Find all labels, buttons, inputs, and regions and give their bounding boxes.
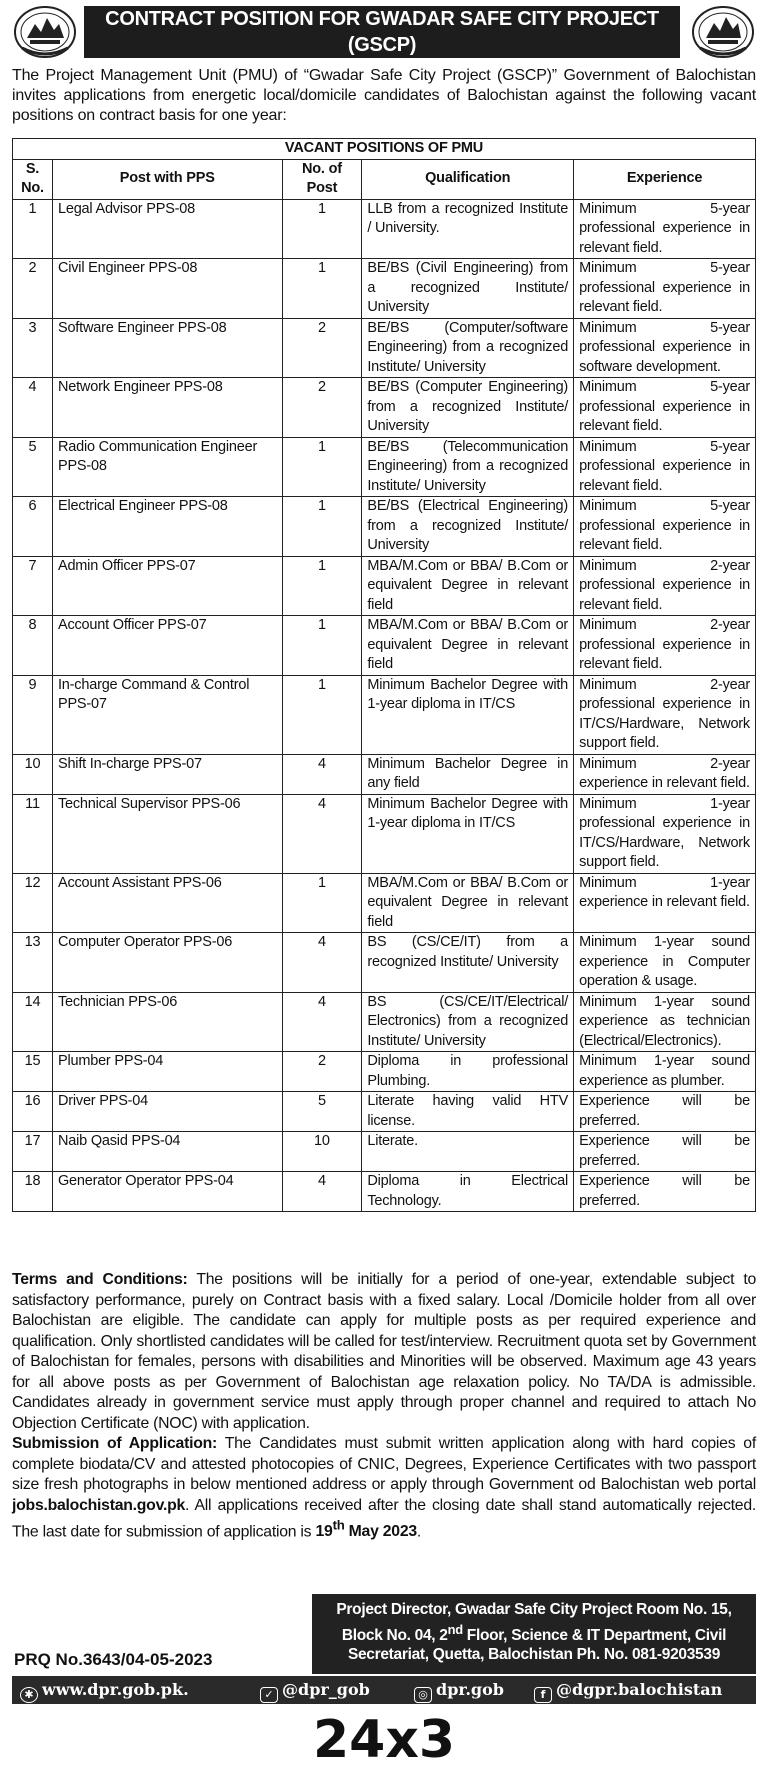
row-sno: 1: [13, 199, 53, 259]
row-qualification: Literate having valid HTV license.: [362, 1092, 574, 1132]
row-num-posts: 1: [282, 556, 362, 616]
row-qualification: Minimum Bachelor Degree in any field: [362, 754, 574, 794]
footer-website[interactable]: [20, 1680, 189, 1703]
row-post: Naib Qasid PPS-04: [52, 1132, 282, 1172]
row-num-posts: 2: [282, 1052, 362, 1092]
last-date: [315, 1518, 417, 1541]
row-post: Network Engineer PPS-08: [52, 378, 282, 438]
row-qualification: BE/BS (Computer Engineering) from a recognized Institute/ University: [362, 378, 574, 438]
instagram-text: dpr.gob: [436, 1680, 504, 1699]
row-num-posts: 4: [282, 1172, 362, 1212]
address-line-3: Secretariat, Quetta, Balochistan Ph. No. 081-9203539: [347, 1646, 721, 1664]
address-box: [312, 1594, 756, 1674]
table-row: [13, 1172, 756, 1212]
last-date-suffix: th: [332, 1518, 345, 1533]
row-num-posts: 1: [282, 199, 362, 259]
intro-paragraph: The Project Management Unit (PMU) of “Gwadar Safe City Project (GSCP)” Government of Balochistan invites applications from energetic local/domicile candidates of Balochistan against the following vacant positions on contract basis for one year:: [12, 67, 756, 124]
row-qualification: MBA/M.Com or BBA/ B.Com or equivalent Degree in relevant field: [362, 873, 574, 933]
row-experience: Minimum 5-year professional experience in relevant field.: [574, 259, 756, 319]
row-sno: 6: [13, 497, 53, 557]
row-num-posts: 1: [282, 675, 362, 754]
table-row: [13, 259, 756, 319]
table-row: [13, 754, 756, 794]
row-qualification: BE/BS (Civil Engineering) from a recognized Institute/ University: [362, 259, 574, 319]
last-date-day: 19: [315, 1523, 333, 1541]
row-num-posts: 2: [282, 378, 362, 438]
table-row: [13, 794, 756, 873]
row-qualification: Literate.: [362, 1132, 574, 1172]
row-post: Driver PPS-04: [52, 1092, 282, 1132]
row-sno: 13: [13, 933, 53, 993]
row-qualification: Diploma in professional Plumbing.: [362, 1052, 574, 1092]
table-row: [13, 1092, 756, 1132]
row-num-posts: 10: [282, 1132, 362, 1172]
table-row: [13, 378, 756, 438]
header-experience: Experience: [574, 159, 756, 199]
submission-text-2: . All applications received after the closing date shall stand automatically rejected. The last date for submission of application is: [12, 1496, 756, 1541]
row-experience: Minimum 5-year professional experience in relevant field.: [574, 378, 756, 438]
row-qualification: BS (CS/CE/IT/Electrical/ Electronics) from a recognized Institute/ University: [362, 992, 574, 1052]
row-sno: 18: [13, 1172, 53, 1212]
row-post: Plumber PPS-04: [52, 1052, 282, 1092]
facebook-text: @dgpr.balochistan: [556, 1680, 723, 1699]
row-sno: 3: [13, 318, 53, 378]
terms-heading: Terms and Conditions:: [12, 1271, 188, 1288]
vacant-positions-table: [12, 138, 756, 1212]
header-qualification: Qualification: [362, 159, 574, 199]
row-sno: 5: [13, 437, 53, 497]
website-text: www.dpr.gob.pk.: [42, 1680, 189, 1699]
row-sno: 7: [13, 556, 53, 616]
row-experience: Minimum 5-year professional experience in relevant field.: [574, 497, 756, 557]
row-sno: 9: [13, 675, 53, 754]
row-post: Account Assistant PPS-06: [52, 873, 282, 933]
row-sno: 8: [13, 616, 53, 676]
row-post: Radio Communication Engineer PPS-08: [52, 437, 282, 497]
row-num-posts: 4: [282, 794, 362, 873]
row-num-posts: 1: [282, 873, 362, 933]
row-sno: 4: [13, 378, 53, 438]
row-sno: 15: [13, 1052, 53, 1092]
header-post: Post with PPS: [52, 159, 282, 199]
table-row: [13, 497, 756, 557]
terms-paragraph: [12, 1270, 756, 1434]
table-row: [13, 992, 756, 1052]
table-row: [13, 616, 756, 676]
table-row: [13, 199, 756, 259]
terms-section: [12, 1270, 756, 1543]
row-experience: Minimum 5-year professional experience in relevant field.: [574, 199, 756, 259]
row-experience: Experience will be preferred.: [574, 1092, 756, 1132]
row-num-posts: 1: [282, 616, 362, 676]
row-experience: Experience will be preferred.: [574, 1172, 756, 1212]
page-title: [84, 6, 680, 58]
submission-text-1: The Candidates must submit written application along with hard copies of complete biodata/CV and attested photocopies of CNIC, Degrees, Experience Certificates with two passport size fresh photographs in below mentioned address or apply through Government od Balochistan web portal: [12, 1435, 756, 1493]
row-post: In-charge Command & Control PPS-07: [52, 675, 282, 754]
address-line-2: [312, 1620, 756, 1646]
row-sno: 17: [13, 1132, 53, 1172]
row-num-posts: 2: [282, 318, 362, 378]
table-caption: VACANT POSITIONS OF PMU: [13, 139, 756, 160]
prq-number: PRQ No.3643/04-05-2023: [14, 1650, 213, 1669]
row-qualification: BE/BS (Telecommunication Engineering) from a recognized Institute/ University: [362, 437, 574, 497]
row-post: Software Engineer PPS-08: [52, 318, 282, 378]
row-experience: Minimum 2-year professional experience in relevant field.: [574, 616, 756, 676]
row-sno: 11: [13, 794, 53, 873]
table-row: [13, 318, 756, 378]
row-post: Technician PPS-06: [52, 992, 282, 1052]
title-line-1: CONTRACT POSITION FOR GWADAR SAFE CITY PROJECT: [105, 8, 659, 30]
instagram-icon: ◎: [414, 1687, 432, 1703]
row-post: Civil Engineer PPS-08: [52, 259, 282, 319]
address-line-2-sup: nd: [447, 1621, 463, 1637]
submission-heading: Submission of Application:: [12, 1435, 218, 1452]
row-sno: 14: [13, 992, 53, 1052]
table-row: [13, 675, 756, 754]
row-num-posts: 5: [282, 1092, 362, 1132]
submission-end: .: [416, 1523, 422, 1541]
footer-facebook[interactable]: [534, 1680, 722, 1703]
row-num-posts: 1: [282, 437, 362, 497]
row-qualification: BE/BS (Electrical Engineering) from a recognized Institute/ University: [362, 497, 574, 557]
row-experience: Minimum 5-year professional experience in software development.: [574, 318, 756, 378]
table-row: [13, 873, 756, 933]
table-row: [13, 1052, 756, 1092]
row-qualification: Diploma in Electrical Technology.: [362, 1172, 574, 1212]
row-num-posts: 4: [282, 754, 362, 794]
row-post: Computer Operator PPS-06: [52, 933, 282, 993]
row-experience: Minimum 1-year sound experience as plumber.: [574, 1052, 756, 1092]
row-post: Account Officer PPS-07: [52, 616, 282, 676]
row-qualification: BE/BS (Computer/software Engineering) from a recognized Institute/ University: [362, 318, 574, 378]
header-sno: S. No.: [13, 159, 53, 199]
row-sno: 2: [13, 259, 53, 319]
address-line-2b: Floor, Science & IT Department, Civil: [462, 1626, 727, 1644]
row-post: Legal Advisor PPS-08: [52, 199, 282, 259]
title-line-2: (GSCP): [347, 34, 417, 56]
row-post: Technical Supervisor PPS-06: [52, 794, 282, 873]
twitter-text: @dpr_gob: [282, 1680, 370, 1699]
table-row: [13, 1132, 756, 1172]
row-qualification: MBA/M.Com or BBA/ B.Com or equivalent Degree in relevant field: [362, 556, 574, 616]
row-post: Generator Operator PPS-04: [52, 1172, 282, 1212]
portal-link[interactable]: jobs.balochistan.gov.pk: [12, 1496, 186, 1514]
table-header-row: [13, 159, 756, 199]
row-post: Admin Officer PPS-07: [52, 556, 282, 616]
table-body: [13, 199, 756, 1212]
submission-paragraph: [12, 1434, 756, 1543]
table-row: [13, 437, 756, 497]
row-experience: Minimum 1-year professional experience in IT/CS/Hardware, Network support field.: [574, 794, 756, 873]
row-sno: 16: [13, 1092, 53, 1132]
row-experience: Minimum 1-year sound experience in Computer operation & usage.: [574, 933, 756, 993]
table-row: [13, 556, 756, 616]
row-post: Electrical Engineer PPS-08: [52, 497, 282, 557]
row-num-posts: 1: [282, 497, 362, 557]
row-experience: Minimum 2-year experience in relevant field.: [574, 754, 756, 794]
last-date-month-year: May 2023: [348, 1523, 417, 1541]
twitter-icon: ✓: [260, 1687, 278, 1703]
terms-text: The positions will be initially for a period of one-year, extendable subject to satisfactory performance, purely on Contract basis with a fixed salary. Local /Domicile holder from all over Balochistan are eligible. The candidate can apply for multiple posts as per required experience and qualification. Only shortlisted candidates will be called for test/interview. Recruitment quota set by Government of Balochistan for females, persons with disabilities and Minorities will be observed. Maximum age 43 years for all above posts as per Government of Balochistan age relaxation policy. No TA/DA is admissible. Candidates already in government service must apply through proper channel and required to attach No Objection Certificate (NOC) with application.: [12, 1271, 757, 1432]
row-qualification: Minimum Bachelor Degree with 1-year diploma in IT/CS: [362, 675, 574, 754]
row-num-posts: 4: [282, 933, 362, 993]
row-experience: Minimum 1-year sound experience as technician (Electrical/Electronics).: [574, 992, 756, 1052]
row-qualification: MBA/M.Com or BBA/ B.Com or equivalent Degree in relevant field: [362, 616, 574, 676]
row-qualification: Minimum Bachelor Degree with 1-year diploma in IT/CS: [362, 794, 574, 873]
address-line-1: Project Director, Gwadar Safe City Project Room No. 15,: [336, 1601, 732, 1618]
row-qualification: BS (CS/CE/IT) from a recognized Institute/ University: [362, 933, 574, 993]
row-num-posts: 1: [282, 259, 362, 319]
table-row: [13, 933, 756, 993]
footer-bar: [12, 1676, 756, 1704]
globe-icon: ✱: [20, 1687, 38, 1703]
footer-twitter[interactable]: [260, 1680, 370, 1703]
header-num-posts: No. of Post: [282, 159, 362, 199]
address-line-2a: Block No. 04, 2: [341, 1626, 448, 1644]
ad-size: 24x3: [312, 1710, 456, 1770]
row-experience: Experience will be preferred.: [574, 1132, 756, 1172]
row-post: Shift In-charge PPS-07: [52, 754, 282, 794]
gscp-emblem-right: [690, 4, 756, 60]
facebook-icon: f: [534, 1687, 552, 1703]
footer-instagram[interactable]: [414, 1680, 504, 1703]
row-sno: 10: [13, 754, 53, 794]
row-num-posts: 4: [282, 992, 362, 1052]
row-experience: Minimum 2-year professional experience in relevant field.: [574, 556, 756, 616]
row-sno: 12: [13, 873, 53, 933]
balochistan-emblem-left: [12, 4, 78, 60]
row-experience: Minimum 2-year professional experience in IT/CS/Hardware, Network support field.: [574, 675, 756, 754]
row-experience: Minimum 5-year professional experience in relevant field.: [574, 437, 756, 497]
row-experience: Minimum 1-year experience in relevant field.: [574, 873, 756, 933]
row-qualification: LLB from a recognized Institute / University.: [362, 199, 574, 259]
